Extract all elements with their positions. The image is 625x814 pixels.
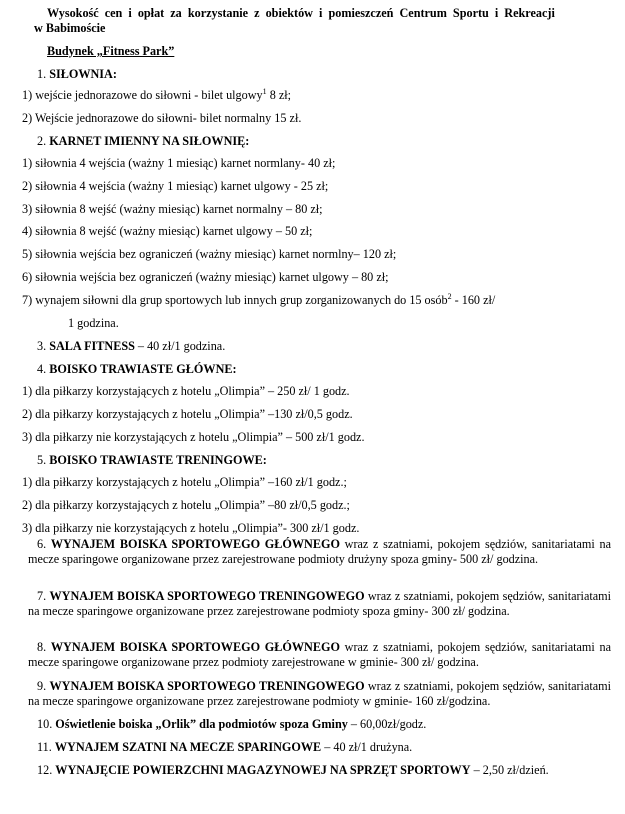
document-title-line2: w Babimoście <box>34 21 106 35</box>
section-title: SALA FITNESS <box>49 339 135 353</box>
section-title: KARNET IMIENNY NA SIŁOWNIĘ: <box>49 134 250 148</box>
section-title: WYNAJEM BOISKA SPORTOWEGO GŁÓWNEGO <box>50 537 340 551</box>
section-5-heading <box>37 453 267 468</box>
list-item: 2) dla piłkarzy korzystających z hotelu „Olimpia” –130 zł/0,5 godz. <box>22 407 353 421</box>
list-item: 2) siłownia 4 wejścia (ważny 1 miesiąc) karnet ulgowy - 25 zł; <box>22 179 329 193</box>
list-item: 1) wejście jednorazowe do siłowni - bilet ulgowy$^1$ 8 zł; <box>22 86 292 102</box>
list-item: 2) dla piłkarzy korzystających z hotelu „Olimpia” –80 zł/0,5 godz.; <box>22 498 350 512</box>
section-title: WYNAJEM BOISKA SPORTOWEGO GŁÓWNEGO <box>50 640 340 654</box>
section-3-heading: 3. SALA FITNESS – 40 zł/1 godzina. <box>37 339 226 353</box>
section-9-paragraph: 9. WYNAJEM BOISKA SPORTOWEGO TRENINGOWEGO wraz z szatniami, pokojem sędziów, sanitariatami na mecze sparingowe organizowane przez zarejestrowane podmioty w gminie- 160 zł/godzina. <box>28 679 612 708</box>
list-item: 3) siłownia 8 wejść (ważny miesiąc) karnet normalny – 80 zł; <box>22 202 323 216</box>
section-number: 3. <box>37 339 47 353</box>
section-10-heading: 10. Oświetlenie boiska „Orlik” dla podmiotów spoza Gminy – 60,00zł/godz. <box>37 717 427 731</box>
list-item: 2) Wejście jednorazowe do siłowni- bilet normalny 15 zł. <box>22 111 302 125</box>
section-number: 9. <box>37 679 47 693</box>
section-number: 2. <box>37 134 47 148</box>
section-title: WYNAJEM BOISKA SPORTOWEGO TRENINGOWEGO <box>49 679 365 693</box>
footnote-marker: 2 <box>447 291 452 301</box>
list-item: 1) dla piłkarzy korzystających z hotelu „Olimpia” – 250 zł/ 1 godz. <box>22 384 350 398</box>
list-item: 7) wynajem siłowni dla grup sportowych lub innych grup zorganizowanych do 15 osób$^2$ - 160 zł/ <box>22 291 496 307</box>
section-number: 6. <box>37 537 47 551</box>
section-2-heading <box>37 134 249 149</box>
section-title: WYNAJEM SZATNI NA MECZE SPARINGOWE <box>54 740 322 754</box>
list-item: 1) dla piłkarzy korzystających z hotelu „Olimpia” –160 zł/1 godz.; <box>22 475 347 489</box>
section-number: 4. <box>37 362 47 376</box>
section-number: 1. <box>37 67 47 81</box>
list-item: 6) siłownia wejścia bez ograniczeń (ważny miesiąc) karnet ulgowy – 80 zł; <box>22 270 389 284</box>
list-item: 1) siłownia 4 wejścia (ważny 1 miesiąc) karnet normlany- 40 zł; <box>22 156 336 170</box>
section-title: Oświetlenie boiska „Orlik” dla podmiotów spoza Gminy <box>55 717 348 731</box>
list-item: 3) dla piłkarzy nie korzystających z hotelu „Olimpia” – 500 zł/1 godz. <box>22 430 365 444</box>
section-title: BOISKO TRAWIASTE TRENINGOWE: <box>49 453 267 467</box>
section-1-heading <box>37 67 117 82</box>
footnote-marker: 1 <box>262 86 267 96</box>
document-title: Wysokość cen i opłat za korzystanie z obiektów i pomieszczeń Centrum Sportu i Rekreacji <box>47 6 555 20</box>
list-item: 3) dla piłkarzy nie korzystających z hotelu „Olimpia”- 300 zł/1 godz. <box>22 521 360 535</box>
section-11-heading: 11. WYNAJEM SZATNI NA MECZE SPARINGOWE – 40 zł/1 drużyna. <box>37 740 413 754</box>
section-7-paragraph: 7. WYNAJEM BOISKA SPORTOWEGO TRENINGOWEGO wraz z szatniami, pokojem sędziów, sanitariatami na mecze sparingowe organizowane przez zarejestrowane podmioty spoza gminy- 300 zł/ godzina. <box>28 589 612 618</box>
section-number: 8. <box>37 640 47 654</box>
section-4-heading <box>37 362 237 377</box>
section-number: 10. <box>37 717 53 731</box>
section-number: 11. <box>37 740 52 754</box>
building-heading: Budynek „Fitness Park” <box>47 44 175 58</box>
section-number: 7. <box>37 589 47 603</box>
section-number: 12. <box>37 763 53 777</box>
section-6-paragraph: 6. WYNAJEM BOISKA SPORTOWEGO GŁÓWNEGO wraz z szatniami, pokojem sędziów, sanitariatami na mecze sparingowe organizowane przez zarejestrowane podmioty drużyny spoza gminy- 500 zł/ godzina. <box>28 537 611 566</box>
section-title: WYNAJĘCIE POWIERZCHNI MAGAZYNOWEJ NA SPRZĘT SPORTOWY <box>55 763 471 777</box>
list-item-continuation: 1 godzina. <box>68 316 119 330</box>
section-12-heading: 12. WYNAJĘCIE POWIERZCHNI MAGAZYNOWEJ NA SPRZĘT SPORTOWY – 2,50 zł/dzień. <box>37 763 549 777</box>
list-item: 5) siłownia wejścia bez ograniczeń (ważny miesiąc) karnet normlny– 120 zł; <box>22 247 397 261</box>
list-item: 4) siłownia 8 wejść (ważny miesiąc) karnet ulgowy – 50 zł; <box>22 224 313 238</box>
section-number: 5. <box>37 453 47 467</box>
section-title: SIŁOWNIA: <box>49 67 117 81</box>
section-title: BOISKO TRAWIASTE GŁÓWNE: <box>49 362 237 376</box>
section-title: WYNAJEM BOISKA SPORTOWEGO TRENINGOWEGO <box>49 589 365 603</box>
section-8-paragraph: 8. WYNAJEM BOISKA SPORTOWEGO GŁÓWNEGO wraz z szatniami, pokojem sędziów, sanitariatami na mecze sparingowe organizowane przez podmioty zarejestrowane w gminie- 300 zł/ godzina. <box>28 640 611 669</box>
